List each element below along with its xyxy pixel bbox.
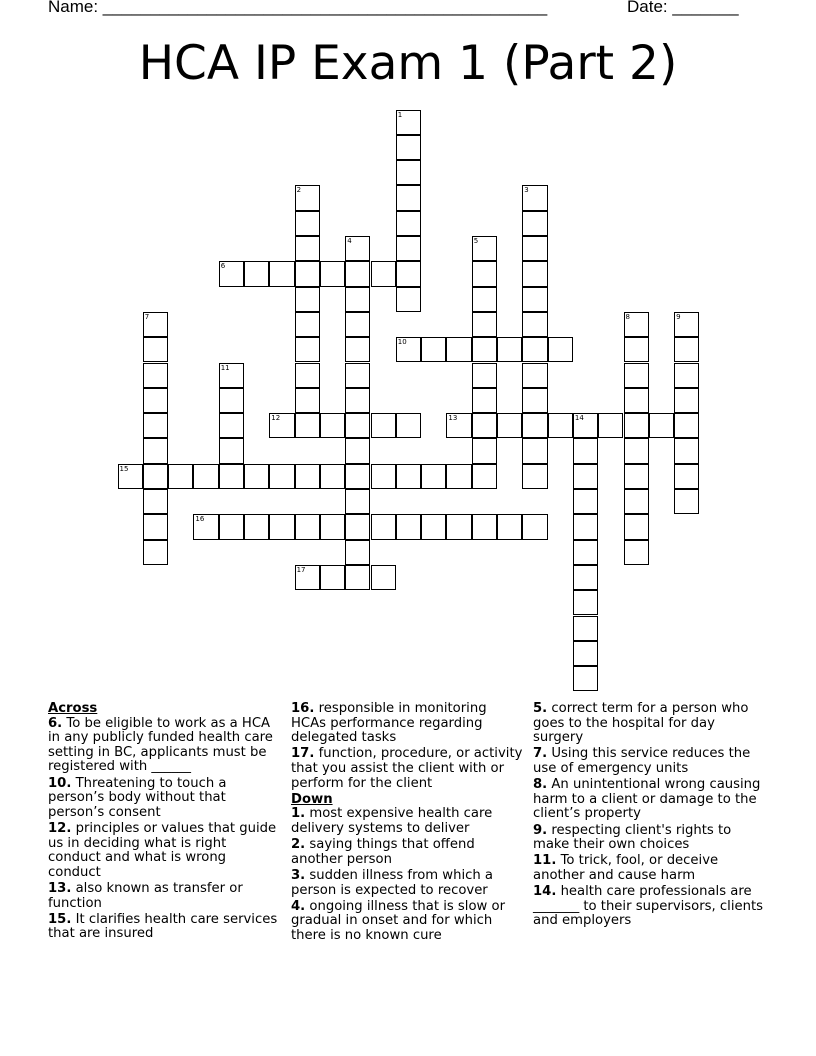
grid-cell[interactable] xyxy=(573,413,598,438)
grid-cell[interactable] xyxy=(522,413,547,438)
grid-cell[interactable] xyxy=(295,287,320,312)
across-clue: 10. Threatening to touch a person’s body without that person’s consent xyxy=(48,775,227,820)
grid-cell[interactable] xyxy=(219,261,244,286)
clue-number: 14 xyxy=(574,414,584,423)
clue-number: 8 xyxy=(625,312,630,321)
grid-cell[interactable] xyxy=(548,413,573,438)
across-clue: 16. responsible in monitoring HCAs performance regarding delegated tasks xyxy=(291,701,487,746)
grid-cell[interactable] xyxy=(497,514,522,539)
grid-cell[interactable] xyxy=(396,211,421,236)
grid-cell[interactable] xyxy=(624,438,649,463)
grid-cell[interactable] xyxy=(421,337,446,362)
across-heading: Across xyxy=(48,701,98,716)
grid-cell[interactable] xyxy=(674,363,699,388)
grid-cell[interactable] xyxy=(573,489,598,514)
grid-cell[interactable] xyxy=(295,211,320,236)
grid-cell[interactable] xyxy=(143,337,168,362)
grid-cell[interactable] xyxy=(522,464,547,489)
grid-cell[interactable] xyxy=(143,438,168,463)
clue-number: 12 xyxy=(271,414,281,423)
grid-cell[interactable] xyxy=(219,464,244,489)
grid-cell[interactable] xyxy=(573,438,598,463)
grid-cell[interactable] xyxy=(396,185,421,210)
grid-cell[interactable] xyxy=(446,413,471,438)
grid-cell[interactable] xyxy=(573,540,598,565)
grid-cell[interactable] xyxy=(269,464,294,489)
grid-cell[interactable] xyxy=(371,464,396,489)
clue-number: 2 xyxy=(296,186,302,195)
grid-cell[interactable] xyxy=(396,337,421,362)
grid-cell[interactable] xyxy=(396,135,421,160)
down-clue: 9. respecting client's rights to make their own choices xyxy=(533,822,732,853)
grid-cell[interactable] xyxy=(396,110,421,135)
grid-cell[interactable] xyxy=(345,337,370,362)
grid-cell[interactable] xyxy=(472,236,497,261)
grid-cell[interactable] xyxy=(421,514,446,539)
grid-cell[interactable] xyxy=(522,363,547,388)
grid-cell[interactable] xyxy=(446,514,471,539)
clue-number: 16 xyxy=(195,515,205,524)
grid-cell[interactable] xyxy=(320,261,345,286)
grid-cell[interactable] xyxy=(472,388,497,413)
clue-number: 17 xyxy=(296,565,306,574)
grid-cell[interactable] xyxy=(295,261,320,286)
grid-cell[interactable] xyxy=(573,514,598,539)
grid-cell[interactable] xyxy=(219,363,244,388)
grid-cell[interactable] xyxy=(345,236,370,261)
grid-cell[interactable] xyxy=(320,413,345,438)
grid-cell[interactable] xyxy=(472,312,497,337)
grid-cell[interactable] xyxy=(143,388,168,413)
grid-cell[interactable] xyxy=(244,261,269,286)
grid-cell[interactable] xyxy=(522,312,547,337)
clue-number: 1 xyxy=(397,110,403,119)
grid-cell[interactable] xyxy=(598,413,623,438)
down-clue: 5. correct term for a person who goes to the hospital for day surgery xyxy=(533,701,749,746)
grid-cell[interactable] xyxy=(345,413,370,438)
grid-cell[interactable] xyxy=(472,337,497,362)
date-field-label: Date: _______ xyxy=(627,0,739,16)
grid-cell[interactable] xyxy=(674,489,699,514)
grid-cell[interactable] xyxy=(522,185,547,210)
grid-cell[interactable] xyxy=(345,464,370,489)
grid-cell[interactable] xyxy=(472,438,497,463)
grid-cell[interactable] xyxy=(446,337,471,362)
grid-cell[interactable] xyxy=(446,464,471,489)
grid-cell[interactable] xyxy=(624,312,649,337)
across-clue: 15. It clarifies health care services that are insured xyxy=(48,911,278,942)
grid-cell[interactable] xyxy=(269,514,294,539)
down-heading: Down xyxy=(291,791,333,807)
grid-cell[interactable] xyxy=(396,287,421,312)
across-clue: 12. principles or values that guide us in deciding what is right conduct and what is wrong conduct xyxy=(48,820,277,880)
across-clue: 17. function, procedure, or activity that you assist the client with or perform for the client xyxy=(291,746,523,791)
down-clue: 14. health care professionals are _______ to their supervisors, clients and employers xyxy=(533,884,764,929)
grid-cell[interactable] xyxy=(522,388,547,413)
grid-cell[interactable] xyxy=(118,464,143,489)
grid-cell[interactable] xyxy=(295,388,320,413)
grid-cell[interactable] xyxy=(143,540,168,565)
grid-cell[interactable] xyxy=(345,312,370,337)
grid-cell[interactable] xyxy=(522,337,547,362)
grid-cell[interactable] xyxy=(168,464,193,489)
grid-cell[interactable] xyxy=(472,464,497,489)
grid-cell[interactable] xyxy=(573,590,598,615)
grid-cell[interactable] xyxy=(143,413,168,438)
grid-cell[interactable] xyxy=(573,565,598,590)
grid-cell[interactable] xyxy=(674,312,699,337)
grid-cell[interactable] xyxy=(295,413,320,438)
clue-number: 7 xyxy=(144,312,150,321)
grid-cell[interactable] xyxy=(345,261,370,286)
grid-cell[interactable] xyxy=(573,641,598,666)
name-field-label: Name: _______________________________________________ xyxy=(48,0,548,16)
down-clue: 8. An unintentional wrong causing harm to a client or damage to the client’s property xyxy=(533,777,761,822)
across-clue: 6. To be eligible to work as a HCA in any publicly funded health care setting in BC, applicants must be registered with ______ xyxy=(48,715,273,775)
clue-number: 11 xyxy=(220,363,230,372)
grid-cell[interactable] xyxy=(522,261,547,286)
clue-column-2 xyxy=(291,702,523,945)
grid-cell[interactable] xyxy=(624,514,649,539)
clue-number: 15 xyxy=(119,464,129,473)
grid-cell[interactable] xyxy=(624,388,649,413)
grid-cell[interactable] xyxy=(295,185,320,210)
grid-cell[interactable] xyxy=(573,666,598,691)
clue-column-1 xyxy=(48,702,280,943)
grid-cell[interactable] xyxy=(371,261,396,286)
grid-cell[interactable] xyxy=(320,565,345,590)
grid-cell[interactable] xyxy=(573,464,598,489)
down-clue: 3. sudden illness from which a person is expected to recover xyxy=(291,867,493,898)
grid-cell[interactable] xyxy=(522,236,547,261)
grid-cell[interactable] xyxy=(193,514,218,539)
clue-number: 4 xyxy=(347,237,352,245)
grid-cell[interactable] xyxy=(396,514,421,539)
grid-cell[interactable] xyxy=(421,464,446,489)
grid-cell[interactable] xyxy=(295,236,320,261)
clue-number: 10 xyxy=(397,338,407,347)
grid-cell[interactable] xyxy=(624,489,649,514)
down-clue: 2. saying things that offend another person xyxy=(291,837,475,867)
grid-cell[interactable] xyxy=(371,565,396,590)
grid-cell[interactable] xyxy=(396,261,421,286)
grid-cell[interactable] xyxy=(674,337,699,362)
grid-cell[interactable] xyxy=(345,363,370,388)
grid-cell[interactable] xyxy=(624,413,649,438)
grid-cell[interactable] xyxy=(396,413,421,438)
across-clue: 13. also known as transfer or function xyxy=(48,880,243,911)
grid-cell[interactable] xyxy=(219,413,244,438)
grid-cell[interactable] xyxy=(345,489,370,514)
down-clue: 11. To trick, fool, or deceive another and cause harm xyxy=(533,853,719,883)
clue-column-3 xyxy=(533,702,769,930)
grid-cell[interactable] xyxy=(624,464,649,489)
grid-cell[interactable] xyxy=(320,514,345,539)
grid-cell[interactable] xyxy=(624,337,649,362)
clue-number: 5 xyxy=(473,237,479,245)
grid-cell[interactable] xyxy=(674,464,699,489)
grid-cell[interactable] xyxy=(193,464,218,489)
grid-cell[interactable] xyxy=(345,287,370,312)
grid-cell[interactable] xyxy=(522,514,547,539)
grid-cell[interactable] xyxy=(295,312,320,337)
grid-cell[interactable] xyxy=(624,363,649,388)
grid-cell[interactable] xyxy=(269,413,294,438)
grid-cell[interactable] xyxy=(143,312,168,337)
grid-cell[interactable] xyxy=(219,514,244,539)
grid-cell[interactable] xyxy=(674,388,699,413)
grid-cell[interactable] xyxy=(345,514,370,539)
grid-cell[interactable] xyxy=(522,211,547,236)
grid-cell[interactable] xyxy=(371,514,396,539)
grid-cell[interactable] xyxy=(472,261,497,286)
grid-cell[interactable] xyxy=(295,565,320,590)
grid-cell[interactable] xyxy=(295,464,320,489)
grid-cell[interactable] xyxy=(295,363,320,388)
grid-cell[interactable] xyxy=(295,337,320,362)
grid-cell[interactable] xyxy=(497,337,522,362)
grid-cell[interactable] xyxy=(345,565,370,590)
grid-cell[interactable] xyxy=(472,514,497,539)
clue-number: 13 xyxy=(448,414,458,423)
grid-cell[interactable] xyxy=(219,388,244,413)
grid-cell[interactable] xyxy=(143,489,168,514)
grid-cell[interactable] xyxy=(143,514,168,539)
grid-cell[interactable] xyxy=(522,438,547,463)
grid-cell[interactable] xyxy=(320,464,345,489)
clue-number: 6 xyxy=(220,262,226,271)
grid-cell[interactable] xyxy=(143,464,168,489)
grid-cell[interactable] xyxy=(345,540,370,565)
grid-cell[interactable] xyxy=(649,413,674,438)
grid-cell[interactable] xyxy=(573,616,598,641)
grid-cell[interactable] xyxy=(244,514,269,539)
puzzle-title: HCA IP Exam 1 (Part 2) xyxy=(138,36,678,91)
grid-cell[interactable] xyxy=(396,464,421,489)
grid-cell[interactable] xyxy=(345,388,370,413)
grid-cell[interactable] xyxy=(497,413,522,438)
grid-cell[interactable] xyxy=(219,438,244,463)
down-clue: 7. Using this service reduces the use of emergency units xyxy=(533,746,751,776)
grid-cell[interactable] xyxy=(624,540,649,565)
grid-cell[interactable] xyxy=(674,413,699,438)
grid-cell[interactable] xyxy=(472,287,497,312)
grid-cell[interactable] xyxy=(295,514,320,539)
grid-cell[interactable] xyxy=(674,438,699,463)
grid-cell[interactable] xyxy=(143,363,168,388)
grid-cell[interactable] xyxy=(396,160,421,185)
clue-number: 9 xyxy=(676,312,681,321)
grid-cell[interactable] xyxy=(371,413,396,438)
down-clue: 4. ongoing illness that is slow or gradual in onset and for which there is no known cure xyxy=(291,898,506,943)
grid-cell[interactable] xyxy=(472,363,497,388)
clue-number: 3 xyxy=(524,186,529,195)
grid-cell[interactable] xyxy=(522,287,547,312)
grid-cell[interactable] xyxy=(548,337,573,362)
down-clue: 1. most expensive health care delivery systems to deliver xyxy=(291,806,493,836)
grid-cell[interactable] xyxy=(472,413,497,438)
grid-cell[interactable] xyxy=(396,236,421,261)
grid-cell[interactable] xyxy=(345,438,370,463)
grid-cell[interactable] xyxy=(244,464,269,489)
grid-cell[interactable] xyxy=(269,261,294,286)
